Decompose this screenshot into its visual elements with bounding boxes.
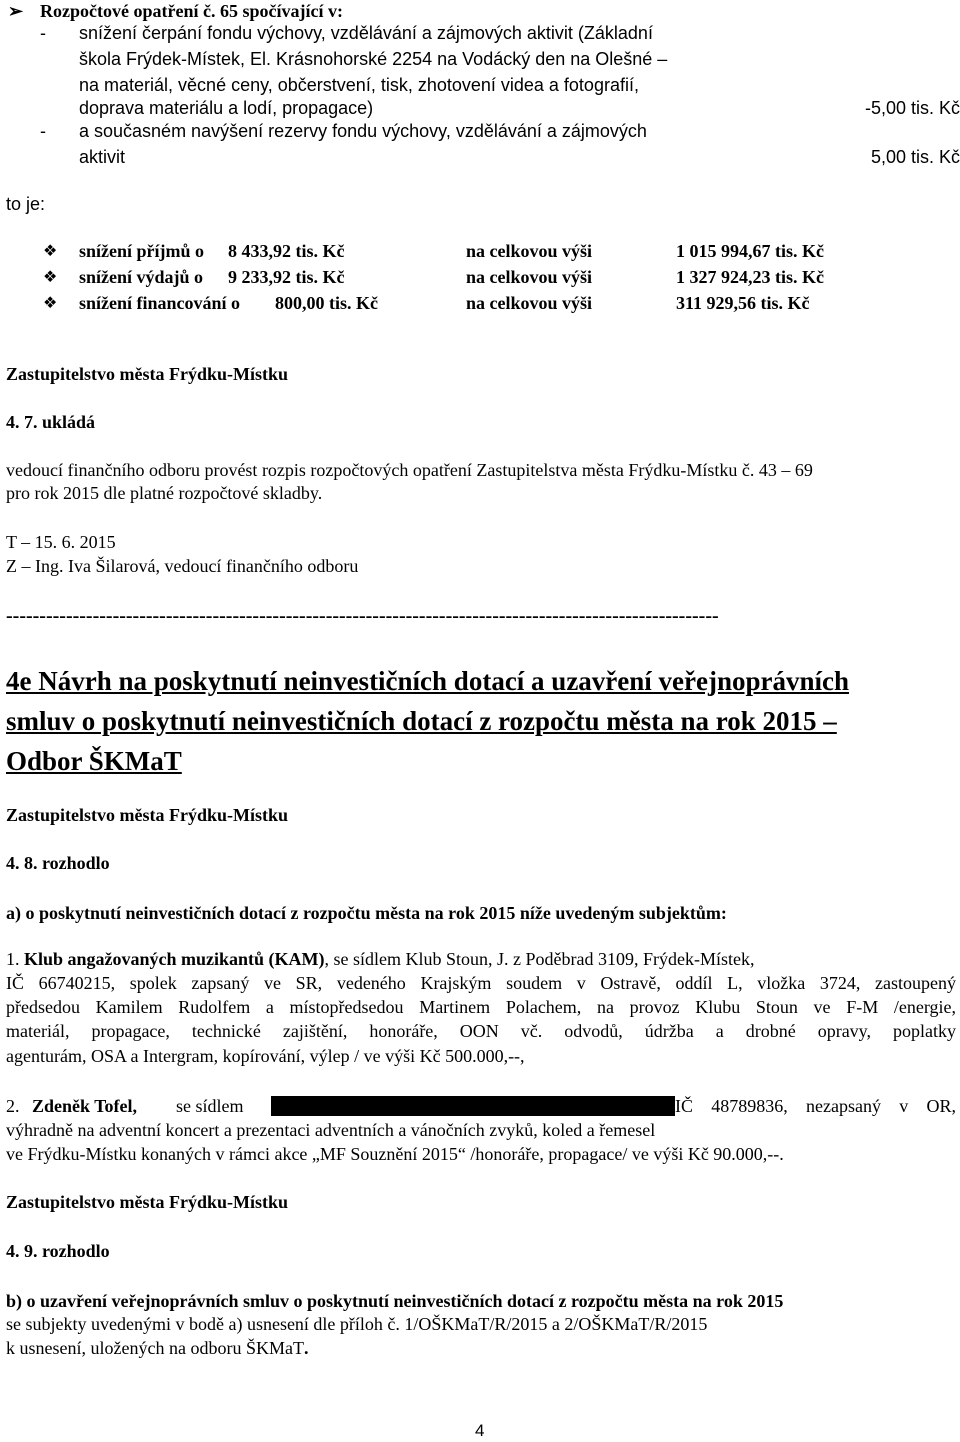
dash: -: [40, 23, 46, 43]
page-number: 4: [475, 1421, 485, 1440]
to-je-label: to je:: [6, 194, 46, 214]
recipient-name: Klub angažovaných muzikantů (KAM): [24, 949, 325, 969]
bullet-label: snížení výdajů o: [79, 267, 204, 287]
bullet-amount: 9 233,92 tis. Kč: [228, 267, 345, 287]
recipient-1-line3: předsedou Kamilem Rudolfem a místopředsedou Martinem Polachem, na provoz Klubu Stoun ve F-M /energie,: [6, 997, 956, 1017]
bullet-amount: 800,00 tis. Kč: [275, 293, 378, 313]
measure-item1-line2: škola Frýdek-Místek, El. Krásnohorské 2254 na Vodácký den na Olešné –: [79, 49, 668, 69]
resolution-line3: k usnesení, uložených na odboru ŠKMaT.: [6, 1338, 309, 1358]
recipient-name: Zdeněk Tofel,: [32, 1096, 138, 1116]
separator-line: -----------------------------------------------------------------------------------------------------------: [6, 605, 719, 627]
measure-item1-line1: snížení čerpání fondu výchovy, vzdělávání a zájmových aktivit (Základní: [79, 23, 653, 43]
section-heading-line2: smluv o poskytnutí neinvestičních dotací z rozpočtu města na rok 2015 –: [6, 706, 837, 736]
arrow-bullet-icon: ➢: [8, 1, 24, 21]
resolution-number: 4. 7. ukládá: [6, 412, 96, 432]
recipient-2-line3: ve Frýdku-Místku konaných v rámci akce „MF Souznění 2015“ /honoráře, propagace/ ve výši Kč 90.000,--.: [6, 1144, 784, 1164]
recipient-1-line5: agenturám, OSA a Intergram, kopírování, výlep / ve výši Kč 500.000,--,: [6, 1046, 525, 1066]
recipient-seat-label: se sídlem: [176, 1096, 244, 1116]
recipient-1-line2: IČ 66740215, spolek zapsaný ve SR, vedeného Krajským soudem v Ostravě, oddíl L, vložka 3724, zastoupený: [6, 973, 956, 993]
resolution-number: 4. 8. rozhodlo: [6, 853, 110, 873]
dash: -: [40, 121, 46, 141]
bullet-total: 311 929,56 tis. Kč: [676, 293, 810, 313]
section-heading-line3: Odbor ŠKMaT: [6, 746, 182, 776]
bullet-mid: na celkovou výši: [466, 293, 593, 313]
recipient-1-line1: [6, 948, 755, 970]
diamond-bullet-icon: ❖: [43, 241, 58, 260]
resolution-text-line1: vedoucí finančního odboru provést rozpis rozpočtových opatření Zastupitelstva města Frýdku-Místku č. 43 – 69: [6, 460, 813, 480]
diamond-bullet-icon: ❖: [43, 293, 58, 312]
resolution-line2: se subjekty uvedenými v bodě a) usnesení dle příloh č. 1/OŠKMaT/R/2015 a 2/OŠKMaT/R/2015: [6, 1314, 708, 1334]
measure-item2-line2: aktivit: [79, 147, 126, 167]
measure-item2-amount: 5,00 tis. Kč: [870, 147, 960, 167]
measure-title: Rozpočtové opatření č. 65 spočívající v:: [40, 1, 343, 21]
bullet-total: 1 327 924,23 tis. Kč: [676, 267, 824, 287]
measure-item1-line4: doprava materiálu a lodí, propagace): [79, 98, 374, 118]
resolution-number: 4. 9. rozhodlo: [6, 1241, 110, 1261]
section-heading-line1: 4e Návrh na poskytnutí neinvestičních dotací a uzavření veřejnoprávních: [6, 666, 850, 696]
bullet-mid: na celkovou výši: [466, 241, 593, 261]
item-number: 1.: [6, 949, 20, 969]
redacted-address: [271, 1096, 675, 1116]
recipient-address: , se sídlem Klub Stoun, J. z Poděbrad 3109, Frýdek-Místek,: [324, 949, 755, 969]
recipient-2-number: 2.: [6, 1096, 20, 1116]
bullet-mid: na celkovou výši: [466, 267, 593, 287]
bullet-label: snížení financování o: [79, 293, 241, 313]
bullet-label: snížení příjmů o: [79, 241, 205, 261]
diamond-bullet-icon: ❖: [43, 267, 58, 286]
resolution-subtitle: a) o poskytnutí neinvestičních dotací z rozpočtu města na rok 2015 níže uvedeným subjektům:: [6, 903, 727, 923]
measure-item1-amount: -5,00 tis. Kč: [864, 98, 960, 118]
recipient-ic: IČ 48789836, nezapsaný v OR,: [675, 1096, 956, 1116]
recipient-2-line2: výhradně na adventní koncert a prezentaci adventních a vánočních zvyků, koled a řemesel: [6, 1120, 656, 1140]
resolution-term: T – 15. 6. 2015: [6, 532, 116, 552]
recipient-1-line4: materiál, propagace, technické zajištění, honoráře, OON vč. odvodů, údržba a drobné opravy, poplatky: [6, 1021, 956, 1041]
measure-item1-line3: na materiál, věcné ceny, občerstvení, tisk, zhotovení videa a fotografií,: [79, 75, 639, 95]
resolution-responsible: Z – Ing. Iva Šilarová, vedoucí finančního odboru: [6, 556, 359, 576]
bullet-amount: 8 433,92 tis. Kč: [228, 241, 345, 261]
resolution-subtitle: b) o uzavření veřejnoprávních smluv o poskytnutí neinvestičních dotací z rozpočtu města na rok 2015: [6, 1291, 784, 1311]
resolution-text-line2: pro rok 2015 dle platné rozpočtové skladby.: [6, 483, 323, 503]
council-heading: Zastupitelstvo města Frýdku-Místku: [6, 805, 289, 825]
bullet-total: 1 015 994,67 tis. Kč: [676, 241, 824, 261]
council-heading: Zastupitelstvo města Frýdku-Místku: [6, 364, 289, 384]
council-heading: Zastupitelstvo města Frýdku-Místku: [6, 1192, 289, 1212]
measure-item2-line1: a současném navýšení rezervy fondu výchovy, vzdělávání a zájmových: [79, 121, 647, 141]
